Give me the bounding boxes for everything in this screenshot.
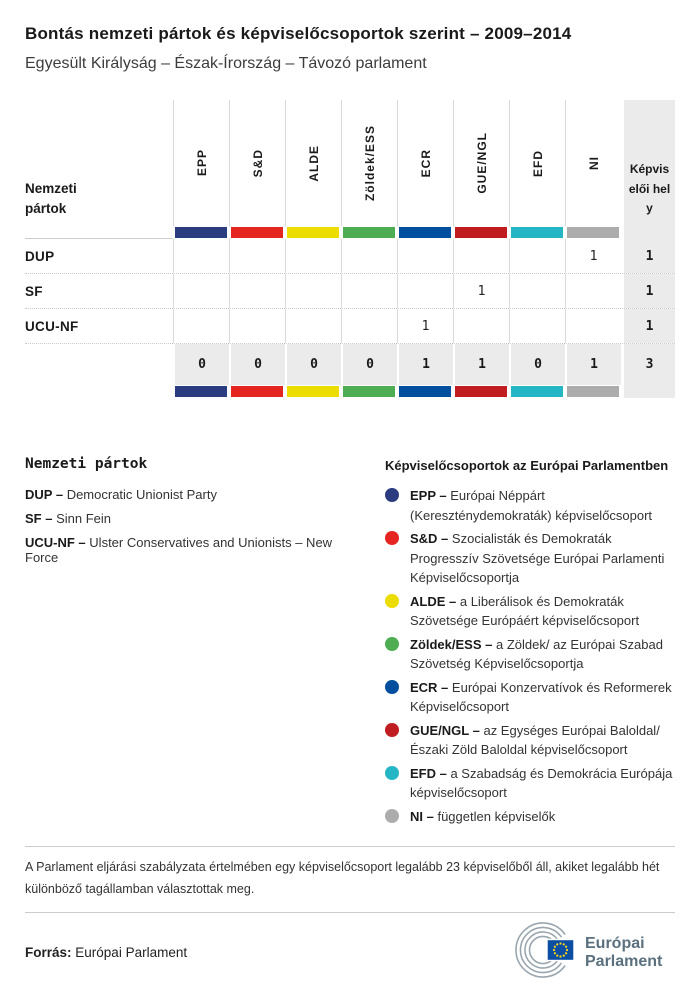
group-color-bar <box>455 386 507 397</box>
page-title: Bontás nemzeti pártok és képviselőcsoportok szerint – 2009–2014 <box>25 24 572 43</box>
party-name: UCU-NF <box>25 318 79 334</box>
seat-cell <box>341 274 397 308</box>
legend-item: Zöldek/ESS – a Zöldek/ az Európai Szabad Szövetség Képviselőcsoportja <box>385 635 675 674</box>
eu-flag-icon <box>547 939 574 960</box>
group-column-header: Zöldek/ESS <box>341 100 397 226</box>
legend-dot <box>385 594 399 608</box>
european-parliament-logo-icon <box>507 921 675 979</box>
legend-dot <box>385 680 399 694</box>
legend-dot <box>385 766 399 780</box>
table-row <box>25 308 675 343</box>
party-legend-title: Nemzeti pártok <box>25 456 148 472</box>
seats-table <box>25 100 675 398</box>
source-value: Európai Parlament <box>75 944 188 960</box>
seat-cell <box>397 239 453 273</box>
table-header-row <box>25 100 675 226</box>
seat-cell <box>229 239 285 273</box>
total-cell: 0 <box>341 344 397 385</box>
group-column-header: EFD <box>509 100 565 226</box>
grand-total: 3 <box>624 344 675 385</box>
group-column-header: ALDE <box>285 100 341 226</box>
seat-cell <box>453 239 509 273</box>
source-label: Forrás: <box>25 944 72 960</box>
group-color-bar <box>175 227 227 238</box>
legend-dot <box>385 488 399 502</box>
group-color-bar <box>455 227 507 238</box>
seat-cell <box>173 274 229 308</box>
page-subtitle: Egyesült Királyság – Észak-Írország – Távozó parlament <box>25 55 427 72</box>
legend-item: UCU-NF – Ulster Conservatives and Unionists – New Force <box>25 535 333 565</box>
group-color-bar <box>567 227 619 238</box>
legend-item: DUP – Democratic Unionist Party <box>25 487 217 502</box>
group-legend-title: Képviselőcsoportok az Európai Parlamentben <box>385 458 669 473</box>
ep-logo <box>507 921 675 984</box>
seat-cell <box>229 309 285 343</box>
legend-item: S&D – Szocialisták és Demokraták Progresszív Szövetsége Európai Parlamenti Képviselőcsoportja <box>385 529 675 588</box>
row-group-header: Nemzeti pártok <box>25 180 77 216</box>
seat-cell <box>509 309 565 343</box>
group-color-bar <box>399 386 451 397</box>
seat-cell <box>173 239 229 273</box>
seats-column-header: Képviselői hely <box>624 100 675 226</box>
legend-item: GUE/NGL – az Egységes Európai Baloldal/Északi Zöld Baloldal képviselőcsoport <box>385 721 675 760</box>
group-color-bar <box>567 386 619 397</box>
legend-item: NI – független képviselők <box>385 807 675 827</box>
group-color-bar <box>343 227 395 238</box>
group-color-bar <box>511 386 563 397</box>
legends <box>25 456 675 830</box>
legend-item: ECR – Európai Konzervatívok és Reformerek Képviselőcsoport <box>385 678 675 717</box>
legend-dot <box>385 531 399 545</box>
group-column-header: S&D <box>229 100 285 226</box>
seat-cell <box>285 309 341 343</box>
group-color-bar <box>343 386 395 397</box>
group-color-bar <box>287 227 339 238</box>
legend-item: ALDE – a Liberálisok és Demokraták Szövetsége Európáért képviselőcsoport <box>385 592 675 631</box>
total-cell: 1 <box>453 344 509 385</box>
seat-cell <box>173 309 229 343</box>
seat-cell <box>397 274 453 308</box>
legend-item: EFD – a Szabadság és Demokrácia Európája képviselőcsoport <box>385 764 675 803</box>
total-cell: 0 <box>285 344 341 385</box>
seat-cell <box>341 309 397 343</box>
party-name: SF <box>25 283 43 299</box>
legend-dot <box>385 809 399 823</box>
seat-cell <box>565 274 621 308</box>
table-row <box>25 273 675 308</box>
total-cell: 1 <box>397 344 453 385</box>
total-cell: 0 <box>173 344 229 385</box>
seat-cell <box>509 274 565 308</box>
row-total: 1 <box>624 309 675 343</box>
group-color-bar <box>231 227 283 238</box>
party-name: DUP <box>25 248 55 264</box>
seat-cell: 1 <box>453 274 509 308</box>
seat-cell <box>229 274 285 308</box>
group-column-header: ECR <box>397 100 453 226</box>
group-column-header: EPP <box>173 100 229 226</box>
group-color-bar-row <box>25 385 675 398</box>
legend-item: EPP – Európai Néppárt (Kereszténydemokraták) képviselőcsoport <box>385 486 675 525</box>
seat-cell: 1 <box>397 309 453 343</box>
source <box>25 945 187 960</box>
legend-item: SF – Sinn Fein <box>25 511 112 526</box>
group-color-bar <box>231 386 283 397</box>
footer <box>25 913 675 990</box>
totals-row <box>25 343 675 385</box>
seat-cell <box>285 239 341 273</box>
seat-cell <box>341 239 397 273</box>
group-column-header: NI <box>565 100 621 226</box>
footnote: A Parlament eljárási szabályzata értelmében egy képviselőcsoport legalább 23 képviselőből áll, akiket legalább hét különböző tagállamban választottak meg. <box>25 860 660 896</box>
total-cell: 0 <box>509 344 565 385</box>
legend-dot <box>385 637 399 651</box>
group-color-bar <box>399 227 451 238</box>
group-color-bar <box>175 386 227 397</box>
total-cell: 1 <box>565 344 621 385</box>
header-underline <box>25 226 173 239</box>
row-total: 1 <box>624 239 675 273</box>
seat-cell: 1 <box>565 239 621 273</box>
legend-dot <box>385 723 399 737</box>
total-cell: 0 <box>229 344 285 385</box>
group-color-bar <box>511 227 563 238</box>
party-legend <box>25 456 355 830</box>
seat-cell <box>453 309 509 343</box>
table-row <box>25 239 675 273</box>
group-legend <box>355 456 675 830</box>
seat-cell <box>285 274 341 308</box>
group-column-header: GUE/NGL <box>453 100 509 226</box>
seat-cell <box>565 309 621 343</box>
row-total: 1 <box>624 274 675 308</box>
group-color-bar <box>287 386 339 397</box>
group-color-bar-row <box>25 226 675 239</box>
logo-text: Európai <box>585 934 645 952</box>
seat-cell <box>509 239 565 273</box>
logo-text: Parlament <box>585 952 663 970</box>
